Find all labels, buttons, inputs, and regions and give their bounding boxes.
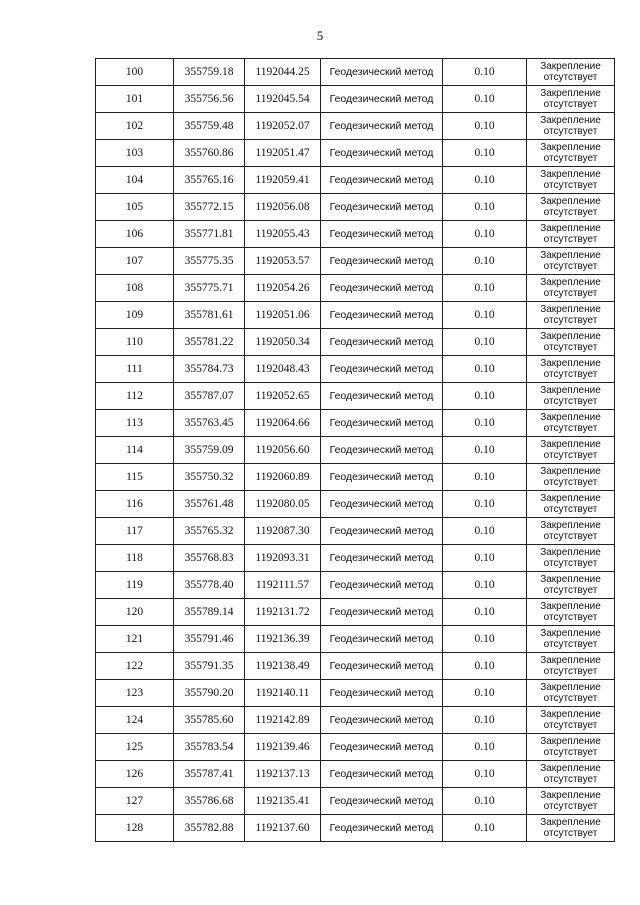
method-cell: Геодезический метод <box>321 113 443 140</box>
accuracy-cell: 0.10 <box>443 437 527 464</box>
point-number-cell: 101 <box>96 86 174 113</box>
fixing-description-cell <box>527 788 615 815</box>
method-cell: Геодезический метод <box>321 653 443 680</box>
fixing-description-text: Закрепление <box>540 88 601 99</box>
accuracy-cell: 0.10 <box>443 113 527 140</box>
method-cell: Геодезический метод <box>321 140 443 167</box>
fixing-description-text: отсутствует <box>543 396 598 407</box>
accuracy-cell: 0.10 <box>443 815 527 842</box>
method-cell: Геодезический метод <box>321 761 443 788</box>
point-number-cell: 100 <box>96 59 174 86</box>
table-row <box>96 356 615 383</box>
fixing-description-text: отсутствует <box>543 801 598 812</box>
point-number-cell: 104 <box>96 167 174 194</box>
point-number-cell: 125 <box>96 734 174 761</box>
x-coordinate-cell: 355791.46 <box>174 626 245 653</box>
fixing-description-cell <box>527 86 615 113</box>
fixing-description-text: отсутствует <box>543 261 598 272</box>
x-coordinate-cell: 355772.15 <box>174 194 245 221</box>
fixing-description-text: Закрепление <box>540 331 601 342</box>
table-row <box>96 329 615 356</box>
fixing-description-text: Закрепление <box>540 574 601 585</box>
method-cell: Геодезический метод <box>321 167 443 194</box>
fixing-description-text: Закрепление <box>540 250 601 261</box>
fixing-description-cell <box>527 653 615 680</box>
table-row <box>96 545 615 572</box>
fixing-description-text: отсутствует <box>543 585 598 596</box>
point-number-cell: 117 <box>96 518 174 545</box>
method-cell: Геодезический метод <box>321 491 443 518</box>
table-row <box>96 788 615 815</box>
accuracy-cell: 0.10 <box>443 653 527 680</box>
point-number-cell: 119 <box>96 572 174 599</box>
y-coordinate-cell: 1192131.72 <box>245 599 321 626</box>
fixing-description-text: отсутствует <box>543 612 598 623</box>
table-row <box>96 572 615 599</box>
table-row <box>96 383 615 410</box>
y-coordinate-cell: 1192059.41 <box>245 167 321 194</box>
accuracy-cell: 0.10 <box>443 761 527 788</box>
x-coordinate-cell: 355759.09 <box>174 437 245 464</box>
table-row <box>96 707 615 734</box>
x-coordinate-cell: 355763.45 <box>174 410 245 437</box>
y-coordinate-cell: 1192056.08 <box>245 194 321 221</box>
accuracy-cell: 0.10 <box>443 383 527 410</box>
table-row <box>96 518 615 545</box>
point-number-cell: 108 <box>96 275 174 302</box>
fixing-description-text: Закрепление <box>540 493 601 504</box>
method-cell: Геодезический метод <box>321 302 443 329</box>
y-coordinate-cell: 1192136.39 <box>245 626 321 653</box>
point-number-cell: 103 <box>96 140 174 167</box>
fixing-description-text: отсутствует <box>543 423 598 434</box>
method-cell: Геодезический метод <box>321 275 443 302</box>
fixing-description-cell <box>527 815 615 842</box>
fixing-description-cell <box>527 140 615 167</box>
method-cell: Геодезический метод <box>321 410 443 437</box>
fixing-description-cell <box>527 464 615 491</box>
fixing-description-cell <box>527 599 615 626</box>
point-number-cell: 114 <box>96 437 174 464</box>
accuracy-cell: 0.10 <box>443 572 527 599</box>
fixing-description-cell <box>527 59 615 86</box>
point-number-cell: 106 <box>96 221 174 248</box>
point-number-cell: 118 <box>96 545 174 572</box>
x-coordinate-cell: 355771.81 <box>174 221 245 248</box>
fixing-description-text: Закрепление <box>540 61 601 72</box>
method-cell: Геодезический метод <box>321 464 443 491</box>
y-coordinate-cell: 1192080.05 <box>245 491 321 518</box>
point-number-cell: 112 <box>96 383 174 410</box>
fixing-description-text: отсутствует <box>543 774 598 785</box>
table-row <box>96 464 615 491</box>
accuracy-cell: 0.10 <box>443 356 527 383</box>
fixing-description-cell <box>527 329 615 356</box>
accuracy-cell: 0.10 <box>443 248 527 275</box>
fixing-description-cell <box>527 167 615 194</box>
x-coordinate-cell: 355791.35 <box>174 653 245 680</box>
y-coordinate-cell: 1192044.25 <box>245 59 321 86</box>
method-cell: Геодезический метод <box>321 437 443 464</box>
fixing-description-text: Закрепление <box>540 196 601 207</box>
point-number-cell: 110 <box>96 329 174 356</box>
accuracy-cell: 0.10 <box>443 491 527 518</box>
method-cell: Геодезический метод <box>321 221 443 248</box>
y-coordinate-cell: 1192087.30 <box>245 518 321 545</box>
fixing-description-cell <box>527 356 615 383</box>
accuracy-cell: 0.10 <box>443 545 527 572</box>
y-coordinate-cell: 1192135.41 <box>245 788 321 815</box>
accuracy-cell: 0.10 <box>443 680 527 707</box>
y-coordinate-cell: 1192093.31 <box>245 545 321 572</box>
method-cell: Геодезический метод <box>321 734 443 761</box>
fixing-description-cell <box>527 707 615 734</box>
fixing-description-text: отсутствует <box>543 477 598 488</box>
table-row <box>96 680 615 707</box>
fixing-description-text: Закрепление <box>540 709 601 720</box>
fixing-description-text: отсутствует <box>543 828 598 839</box>
fixing-description-text: отсутствует <box>543 639 598 650</box>
point-number-cell: 121 <box>96 626 174 653</box>
fixing-description-text: отсутствует <box>543 747 598 758</box>
coordinates-table <box>95 58 615 842</box>
table-row <box>96 194 615 221</box>
accuracy-cell: 0.10 <box>443 329 527 356</box>
y-coordinate-cell: 1192137.13 <box>245 761 321 788</box>
y-coordinate-cell: 1192137.60 <box>245 815 321 842</box>
accuracy-cell: 0.10 <box>443 464 527 491</box>
accuracy-cell: 0.10 <box>443 86 527 113</box>
accuracy-cell: 0.10 <box>443 599 527 626</box>
accuracy-cell: 0.10 <box>443 734 527 761</box>
fixing-description-text: Закрепление <box>540 385 601 396</box>
method-cell: Геодезический метод <box>321 356 443 383</box>
x-coordinate-cell: 355783.54 <box>174 734 245 761</box>
accuracy-cell: 0.10 <box>443 707 527 734</box>
y-coordinate-cell: 1192051.47 <box>245 140 321 167</box>
point-number-cell: 123 <box>96 680 174 707</box>
coordinates-table-body <box>96 59 615 842</box>
table-row <box>96 761 615 788</box>
method-cell: Геодезический метод <box>321 545 443 572</box>
x-coordinate-cell: 355761.48 <box>174 491 245 518</box>
fixing-description-text: Закрепление <box>540 466 601 477</box>
fixing-description-text: Закрепление <box>540 439 601 450</box>
x-coordinate-cell: 355760.86 <box>174 140 245 167</box>
method-cell: Геодезический метод <box>321 626 443 653</box>
fixing-description-text: Закрепление <box>540 547 601 558</box>
fixing-description-cell <box>527 194 615 221</box>
table-row <box>96 167 615 194</box>
method-cell: Геодезический метод <box>321 248 443 275</box>
fixing-description-text: отсутствует <box>543 153 598 164</box>
fixing-description-cell <box>527 221 615 248</box>
x-coordinate-cell: 355785.60 <box>174 707 245 734</box>
fixing-description-text: Закрепление <box>540 520 601 531</box>
table-row <box>96 221 615 248</box>
fixing-description-cell <box>527 410 615 437</box>
x-coordinate-cell: 355759.48 <box>174 113 245 140</box>
y-coordinate-cell: 1192051.06 <box>245 302 321 329</box>
table-row <box>96 248 615 275</box>
fixing-description-text: Закрепление <box>540 817 601 828</box>
fixing-description-text: отсутствует <box>543 693 598 704</box>
point-number-cell: 102 <box>96 113 174 140</box>
y-coordinate-cell: 1192142.89 <box>245 707 321 734</box>
table-row <box>96 626 615 653</box>
x-coordinate-cell: 355789.14 <box>174 599 245 626</box>
point-number-cell: 120 <box>96 599 174 626</box>
point-number-cell: 122 <box>96 653 174 680</box>
y-coordinate-cell: 1192050.34 <box>245 329 321 356</box>
table-row <box>96 815 615 842</box>
y-coordinate-cell: 1192138.49 <box>245 653 321 680</box>
method-cell: Геодезический метод <box>321 59 443 86</box>
method-cell: Геодезический метод <box>321 383 443 410</box>
table-row <box>96 599 615 626</box>
fixing-description-cell <box>527 518 615 545</box>
fixing-description-text: отсутствует <box>543 288 598 299</box>
point-number-cell: 109 <box>96 302 174 329</box>
fixing-description-text: отсутствует <box>543 72 598 83</box>
accuracy-cell: 0.10 <box>443 167 527 194</box>
fixing-description-text: отсутствует <box>543 126 598 137</box>
x-coordinate-cell: 355778.40 <box>174 572 245 599</box>
y-coordinate-cell: 1192045.54 <box>245 86 321 113</box>
x-coordinate-cell: 355787.41 <box>174 761 245 788</box>
fixing-description-cell <box>527 383 615 410</box>
point-number-cell: 113 <box>96 410 174 437</box>
fixing-description-text: Закрепление <box>540 763 601 774</box>
fixing-description-text: Закрепление <box>540 790 601 801</box>
y-coordinate-cell: 1192060.89 <box>245 464 321 491</box>
fixing-description-text: отсутствует <box>543 315 598 326</box>
table-row <box>96 113 615 140</box>
page-number: 5 <box>316 28 324 43</box>
fixing-description-text: отсутствует <box>543 234 598 245</box>
fixing-description-text: Закрепление <box>540 412 601 423</box>
fixing-description-cell <box>527 626 615 653</box>
point-number-cell: 124 <box>96 707 174 734</box>
accuracy-cell: 0.10 <box>443 59 527 86</box>
fixing-description-text: Закрепление <box>540 655 601 666</box>
y-coordinate-cell: 1192048.43 <box>245 356 321 383</box>
fixing-description-text: отсутствует <box>543 342 598 353</box>
x-coordinate-cell: 355781.61 <box>174 302 245 329</box>
x-coordinate-cell: 355750.32 <box>174 464 245 491</box>
x-coordinate-cell: 355759.18 <box>174 59 245 86</box>
y-coordinate-cell: 1192111.57 <box>245 572 321 599</box>
table-row <box>96 275 615 302</box>
method-cell: Геодезический метод <box>321 599 443 626</box>
x-coordinate-cell: 355775.71 <box>174 275 245 302</box>
fixing-description-text: Закрепление <box>540 169 601 180</box>
fixing-description-cell <box>527 113 615 140</box>
accuracy-cell: 0.10 <box>443 626 527 653</box>
table-row <box>96 653 615 680</box>
x-coordinate-cell: 355756.56 <box>174 86 245 113</box>
y-coordinate-cell: 1192052.07 <box>245 113 321 140</box>
point-number-cell: 111 <box>96 356 174 383</box>
fixing-description-cell <box>527 437 615 464</box>
fixing-description-text: отсутствует <box>543 531 598 542</box>
method-cell: Геодезический метод <box>321 518 443 545</box>
accuracy-cell: 0.10 <box>443 302 527 329</box>
x-coordinate-cell: 355786.68 <box>174 788 245 815</box>
fixing-description-cell <box>527 734 615 761</box>
fixing-description-text: Закрепление <box>540 736 601 747</box>
fixing-description-text: отсутствует <box>543 369 598 380</box>
y-coordinate-cell: 1192055.43 <box>245 221 321 248</box>
x-coordinate-cell: 355775.35 <box>174 248 245 275</box>
fixing-description-cell <box>527 248 615 275</box>
method-cell: Геодезический метод <box>321 680 443 707</box>
x-coordinate-cell: 355765.16 <box>174 167 245 194</box>
fixing-description-text: отсутствует <box>543 450 598 461</box>
point-number-cell: 107 <box>96 248 174 275</box>
fixing-description-text: отсутствует <box>543 720 598 731</box>
table-row <box>96 302 615 329</box>
fixing-description-cell <box>527 572 615 599</box>
table-row <box>96 140 615 167</box>
fixing-description-cell <box>527 302 615 329</box>
method-cell: Геодезический метод <box>321 707 443 734</box>
y-coordinate-cell: 1192140.11 <box>245 680 321 707</box>
method-cell: Геодезический метод <box>321 329 443 356</box>
method-cell: Геодезический метод <box>321 788 443 815</box>
accuracy-cell: 0.10 <box>443 518 527 545</box>
point-number-cell: 116 <box>96 491 174 518</box>
fixing-description-cell <box>527 275 615 302</box>
method-cell: Геодезический метод <box>321 194 443 221</box>
accuracy-cell: 0.10 <box>443 275 527 302</box>
x-coordinate-cell: 355768.83 <box>174 545 245 572</box>
fixing-description-text: Закрепление <box>540 358 601 369</box>
y-coordinate-cell: 1192139.46 <box>245 734 321 761</box>
y-coordinate-cell: 1192056.60 <box>245 437 321 464</box>
x-coordinate-cell: 355765.32 <box>174 518 245 545</box>
accuracy-cell: 0.10 <box>443 410 527 437</box>
x-coordinate-cell: 355784.73 <box>174 356 245 383</box>
accuracy-cell: 0.10 <box>443 221 527 248</box>
table-row <box>96 491 615 518</box>
y-coordinate-cell: 1192052.65 <box>245 383 321 410</box>
accuracy-cell: 0.10 <box>443 140 527 167</box>
point-number-cell: 115 <box>96 464 174 491</box>
y-coordinate-cell: 1192053.57 <box>245 248 321 275</box>
table-row <box>96 59 615 86</box>
table-row <box>96 437 615 464</box>
fixing-description-text: отсутствует <box>543 207 598 218</box>
fixing-description-cell <box>527 680 615 707</box>
fixing-description-text: Закрепление <box>540 142 601 153</box>
fixing-description-text: отсутствует <box>543 558 598 569</box>
fixing-description-cell <box>527 491 615 518</box>
x-coordinate-cell: 355782.88 <box>174 815 245 842</box>
point-number-cell: 126 <box>96 761 174 788</box>
point-number-cell: 127 <box>96 788 174 815</box>
fixing-description-cell <box>527 545 615 572</box>
table-row <box>96 86 615 113</box>
point-number-cell: 105 <box>96 194 174 221</box>
fixing-description-text: отсутствует <box>543 504 598 515</box>
fixing-description-text: отсутствует <box>543 99 598 110</box>
x-coordinate-cell: 355790.20 <box>174 680 245 707</box>
table-row <box>96 734 615 761</box>
method-cell: Геодезический метод <box>321 86 443 113</box>
point-number-cell: 128 <box>96 815 174 842</box>
fixing-description-text: Закрепление <box>540 601 601 612</box>
x-coordinate-cell: 355787.07 <box>174 383 245 410</box>
x-coordinate-cell: 355781.22 <box>174 329 245 356</box>
fixing-description-text: отсутствует <box>543 180 598 191</box>
fixing-description-text: Закрепление <box>540 682 601 693</box>
method-cell: Геодезический метод <box>321 815 443 842</box>
method-cell: Геодезический метод <box>321 572 443 599</box>
fixing-description-text: Закрепление <box>540 628 601 639</box>
fixing-description-text: Закрепление <box>540 277 601 288</box>
y-coordinate-cell: 1192064.66 <box>245 410 321 437</box>
y-coordinate-cell: 1192054.26 <box>245 275 321 302</box>
fixing-description-text: Закрепление <box>540 223 601 234</box>
accuracy-cell: 0.10 <box>443 788 527 815</box>
fixing-description-text: отсутствует <box>543 666 598 677</box>
fixing-description-text: Закрепление <box>540 304 601 315</box>
fixing-description-cell <box>527 761 615 788</box>
fixing-description-text: Закрепление <box>540 115 601 126</box>
accuracy-cell: 0.10 <box>443 194 527 221</box>
table-row <box>96 410 615 437</box>
